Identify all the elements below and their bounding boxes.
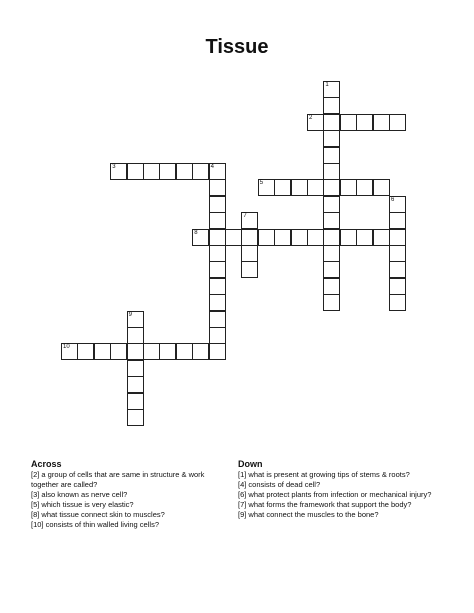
crossword-cell[interactable]: [110, 163, 127, 180]
clue-number: 7: [243, 213, 247, 220]
clue-text: what forms the framework that support the body?: [246, 500, 412, 509]
crossword-cell[interactable]: [209, 229, 226, 246]
crossword-cell[interactable]: [127, 343, 144, 360]
crossword-cell[interactable]: [373, 114, 390, 131]
crossword-cell[interactable]: [209, 343, 226, 360]
crossword-cell[interactable]: [209, 212, 226, 229]
crossword-cell[interactable]: [192, 343, 209, 360]
crossword-cell[interactable]: [389, 229, 406, 246]
clue-number: 4: [210, 164, 214, 170]
crossword-cell[interactable]: [209, 179, 226, 196]
crossword-cell[interactable]: [389, 212, 406, 229]
clue-number: 1: [325, 82, 329, 88]
clue-down-item: [238, 490, 448, 500]
crossword-cell[interactable]: [241, 229, 258, 246]
crossword-cell[interactable]: [241, 245, 258, 262]
crossword-cell[interactable]: [323, 97, 340, 114]
clue-number: 3: [112, 164, 116, 170]
crossword-cell[interactable]: [77, 343, 94, 360]
clue-across-item: [31, 500, 231, 510]
crossword-cell[interactable]: [389, 196, 406, 213]
across-heading: Across: [31, 459, 62, 469]
crossword-cell[interactable]: [127, 393, 144, 410]
crossword-cell[interactable]: [176, 343, 193, 360]
crossword-cell[interactable]: [389, 245, 406, 262]
clue-number: [4]: [238, 480, 247, 489]
clue-number: [3]: [31, 490, 40, 499]
crossword-cell[interactable]: [373, 179, 390, 196]
crossword-cell[interactable]: [389, 278, 406, 295]
down-heading: Down: [238, 459, 263, 469]
clue-text: what tissue connect skin to muscles?: [39, 510, 165, 519]
crossword-cell[interactable]: [274, 229, 291, 246]
clue-text: a group of cells that are same in structure & work together are called?: [31, 470, 205, 489]
clue-text: what protect plants from infection or mechanical injury?: [246, 490, 432, 499]
crossword-cell[interactable]: [323, 163, 340, 180]
crossword-cell[interactable]: [274, 179, 291, 196]
clue-number: 2: [309, 114, 313, 121]
crossword-cell[interactable]: [356, 179, 373, 196]
crossword-cell[interactable]: [241, 212, 258, 229]
down-clues: [238, 459, 448, 520]
clue-number: [10]: [31, 520, 44, 529]
clue-number: [8]: [31, 510, 40, 519]
crossword-cell[interactable]: [340, 179, 357, 196]
clue-down-item: [238, 480, 448, 490]
crossword-cell[interactable]: [323, 294, 340, 311]
clue-text: what connect the muscles to the bone?: [246, 510, 379, 519]
crossword-cell[interactable]: [323, 114, 340, 131]
clue-number: 8: [194, 229, 198, 236]
clue-number: [9]: [238, 510, 247, 519]
clue-text: what is present at growing tips of stems & roots?: [246, 470, 410, 479]
crossword-cell[interactable]: [143, 343, 160, 360]
clue-number: [1]: [238, 470, 247, 479]
crossword-cell[interactable]: [209, 196, 226, 213]
crossword-cell[interactable]: [241, 261, 258, 278]
crossword-cell[interactable]: [94, 343, 111, 360]
clue-number: [5]: [31, 500, 40, 509]
clue-across-item: [31, 490, 231, 500]
crossword-cell[interactable]: [127, 163, 144, 180]
clue-text: which tissue is very elastic?: [39, 500, 134, 509]
crossword-cell[interactable]: [258, 179, 275, 196]
clue-down-item: [238, 500, 448, 510]
crossword-cell[interactable]: [323, 179, 340, 196]
crossword-cell[interactable]: [356, 114, 373, 131]
clue-text: consists of dead cell?: [246, 480, 321, 489]
crossword-cell[interactable]: [340, 229, 357, 246]
crossword-cell[interactable]: [323, 147, 340, 164]
crossword-cell[interactable]: [127, 360, 144, 377]
crossword-cell[interactable]: [110, 343, 127, 360]
crossword-cell[interactable]: [209, 327, 226, 344]
clue-number: 10: [63, 344, 70, 351]
crossword-cell[interactable]: [209, 278, 226, 295]
clue-down-item: [238, 470, 448, 480]
crossword-cell[interactable]: [307, 179, 324, 196]
clue-number: 5: [259, 180, 264, 187]
crossword-cell[interactable]: [209, 163, 226, 180]
crossword-cell[interactable]: [323, 229, 340, 246]
crossword-cell[interactable]: [323, 196, 340, 213]
crossword-cell[interactable]: [192, 163, 209, 180]
crossword-cell[interactable]: [127, 311, 144, 328]
crossword-cell[interactable]: [176, 163, 193, 180]
crossword-cell[interactable]: [356, 229, 373, 246]
clue-down-item: [238, 510, 448, 520]
crossword-cell[interactable]: [323, 278, 340, 295]
crossword-cell[interactable]: [159, 163, 176, 180]
crossword-cell[interactable]: [127, 409, 144, 426]
crossword-cell[interactable]: [323, 81, 340, 98]
crossword-cell[interactable]: [323, 212, 340, 229]
clue-across-item: [31, 510, 231, 520]
crossword-cell[interactable]: [61, 343, 78, 360]
crossword-cell[interactable]: [373, 229, 390, 246]
clue-number: 9: [128, 311, 132, 318]
crossword-cell[interactable]: [307, 114, 324, 131]
clue-number: [2]: [31, 470, 40, 479]
crossword-cell[interactable]: [307, 229, 324, 246]
crossword-cell[interactable]: [389, 261, 406, 278]
crossword-cell[interactable]: [209, 311, 226, 328]
clue-text: consists of thin walled living cells?: [43, 520, 159, 529]
clue-number: 6: [391, 196, 395, 203]
clue-number: [7]: [238, 500, 247, 509]
crossword-cell[interactable]: [209, 294, 226, 311]
page-title: Tissue: [205, 36, 269, 58]
crossword-cell[interactable]: [209, 245, 226, 262]
crossword-cell[interactable]: [159, 343, 176, 360]
crossword-cell[interactable]: [323, 245, 340, 262]
across-clues: [31, 459, 231, 530]
clue-number: [6]: [238, 490, 247, 499]
clue-text: also known as nerve cell?: [39, 490, 128, 499]
crossword-cell[interactable]: [192, 229, 209, 246]
crossword-cell[interactable]: [127, 376, 144, 393]
crossword-cell[interactable]: [225, 229, 242, 246]
crossword-cell[interactable]: [143, 163, 160, 180]
crossword-cell[interactable]: [127, 327, 144, 344]
crossword-cell[interactable]: [323, 130, 340, 147]
clue-across-item: [31, 520, 231, 530]
crossword-cell[interactable]: [209, 261, 226, 278]
clue-across-item: [31, 470, 231, 490]
crossword-cell[interactable]: [323, 261, 340, 278]
crossword-cell[interactable]: [291, 229, 308, 246]
crossword-cell[interactable]: [389, 294, 406, 311]
crossword-cell[interactable]: [389, 114, 406, 131]
crossword-cell[interactable]: [291, 179, 308, 196]
crossword-cell[interactable]: [258, 229, 275, 246]
crossword-cell[interactable]: [340, 114, 357, 131]
